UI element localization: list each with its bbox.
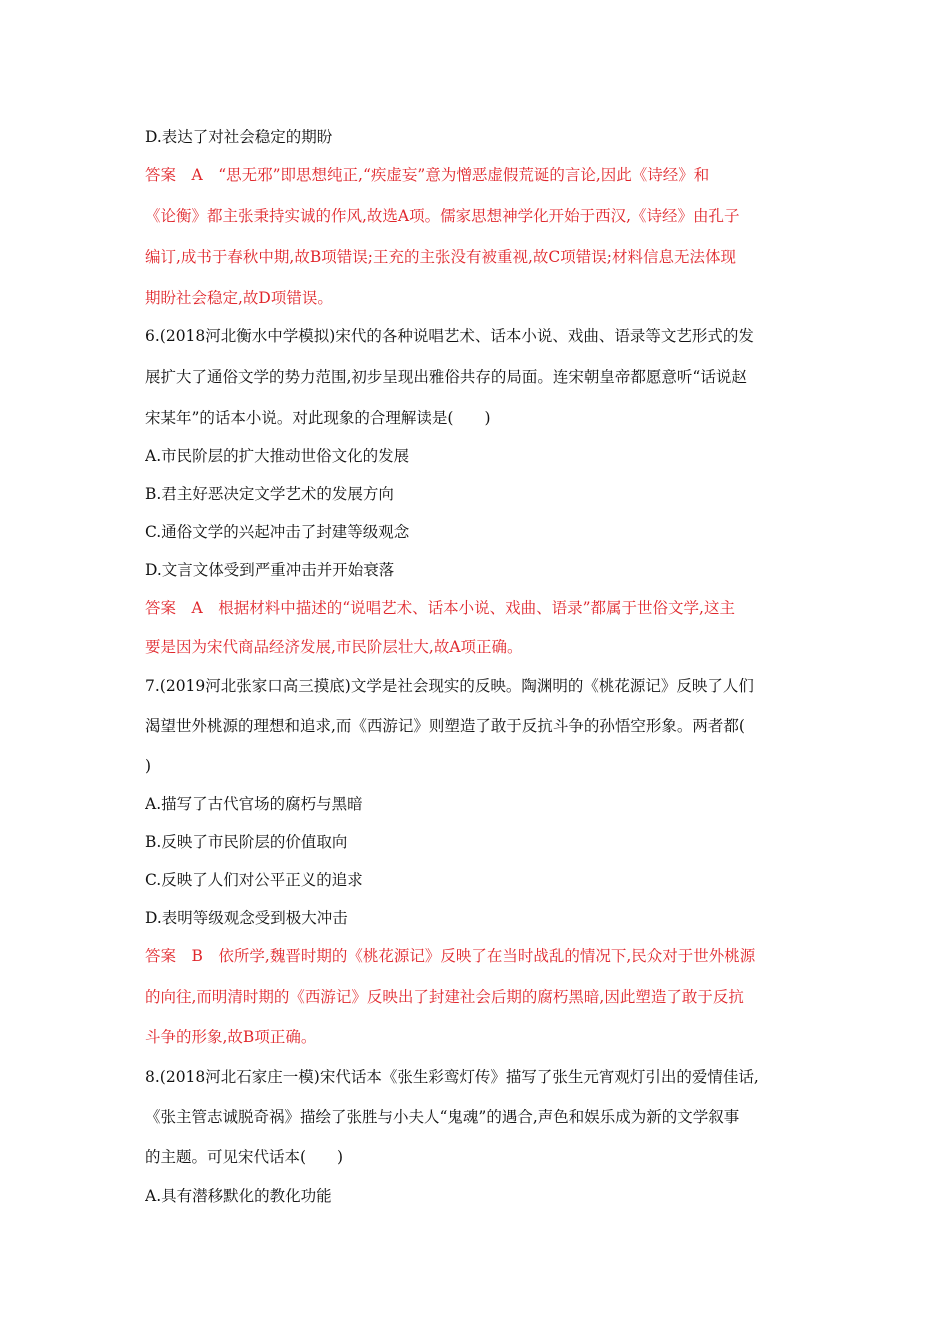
q5-answer-line-2: 《论衡》都主张秉持实诚的作风,故选A项。儒家思想神学化开始于西汉,《诗经》由孔子 — [145, 207, 740, 225]
q7-stem-line-1: 7.(2019河北张家口高三摸底)文学是社会现实的反映。陶渊明的《桃花源记》反映了人们 — [145, 677, 754, 695]
q7-answer-line-3: 斗争的形象,故B项正确。 — [145, 1028, 317, 1046]
q6-answer-line-2: 要是因为宋代商品经济发展,市民阶层壮大,故A项正确。 — [145, 638, 523, 656]
q7-option-d: D.表明等级观念受到极大冲击 — [145, 909, 348, 927]
q6-stem-line-3: 宋某年”的话本小说。对此现象的合理解读是( ) — [145, 409, 491, 427]
q5-answer-line-4: 期盼社会稳定,故D项错误。 — [145, 289, 333, 307]
q6-stem-line-1: 6.(2018河北衡水中学模拟)宋代的各种说唱艺术、话本小说、戏曲、语录等文艺形式的发 — [145, 327, 754, 345]
q7-stem-line-2: 渴望世外桃源的理想和追求,而《西游记》则塑造了敢于反抗斗争的孙悟空形象。两者都( — [145, 717, 745, 735]
q6-answer-line-1: 答案 A 根据材料中描述的“说唱艺术、话本小说、戏曲、语录”都属于世俗文学,这主 — [145, 599, 735, 617]
q7-answer-line-2: 的向往,而明清时期的《西游记》反映出了封建社会后期的腐朽黑暗,因此塑造了敢于反抗 — [145, 988, 744, 1006]
q6-stem-line-2: 展扩大了通俗文学的势力范围,初步呈现出雅俗共存的局面。连宋朝皇帝都愿意听“话说赵 — [145, 368, 747, 386]
q5-answer-line-3: 编订,成书于春秋中期,故B项错误;王充的主张没有被重视,故C项错误;材料信息无法体现 — [145, 248, 736, 266]
q8-stem-line-2: 《张主管志诚脱奇祸》描绘了张胜与小夫人“鬼魂”的遇合,声色和娱乐成为新的文学叙事 — [145, 1108, 740, 1126]
q5-answer-line-1: 答案 A “思无邪”即思想纯正,“疾虚妄”意为憎恶虚假荒诞的言论,因此《诗经》和 — [145, 166, 710, 184]
q8-stem-line-3: 的主题。可见宋代话本( ) — [145, 1148, 344, 1166]
q8-stem-line-1: 8.(2018河北石家庄一模)宋代话本《张生彩鸾灯传》描写了张生元宵观灯引出的爱情佳话, — [145, 1068, 759, 1086]
q7-option-c: C.反映了人们对公平正义的追求 — [145, 871, 363, 889]
q6-option-a: A.市民阶层的扩大推动世俗文化的发展 — [145, 447, 410, 465]
q7-stem-line-3: ) — [145, 757, 152, 775]
q5-option-d: D.表达了对社会稳定的期盼 — [145, 128, 333, 146]
q7-option-a: A.描写了古代官场的腐朽与黑暗 — [145, 795, 363, 813]
q6-option-d: D.文言文体受到严重冲击并开始衰落 — [145, 561, 395, 579]
q6-option-c: C.通俗文学的兴起冲击了封建等级观念 — [145, 523, 410, 541]
q7-option-b: B.反映了市民阶层的价值取向 — [145, 833, 348, 851]
q8-option-a: A.具有潜移默化的教化功能 — [145, 1187, 332, 1205]
q6-option-b: B.君主好恶决定文学艺术的发展方向 — [145, 485, 394, 503]
q7-answer-line-1: 答案 B 依所学,魏晋时期的《桃花源记》反映了在当时战乱的情况下,民众对于世外桃源 — [145, 947, 756, 965]
